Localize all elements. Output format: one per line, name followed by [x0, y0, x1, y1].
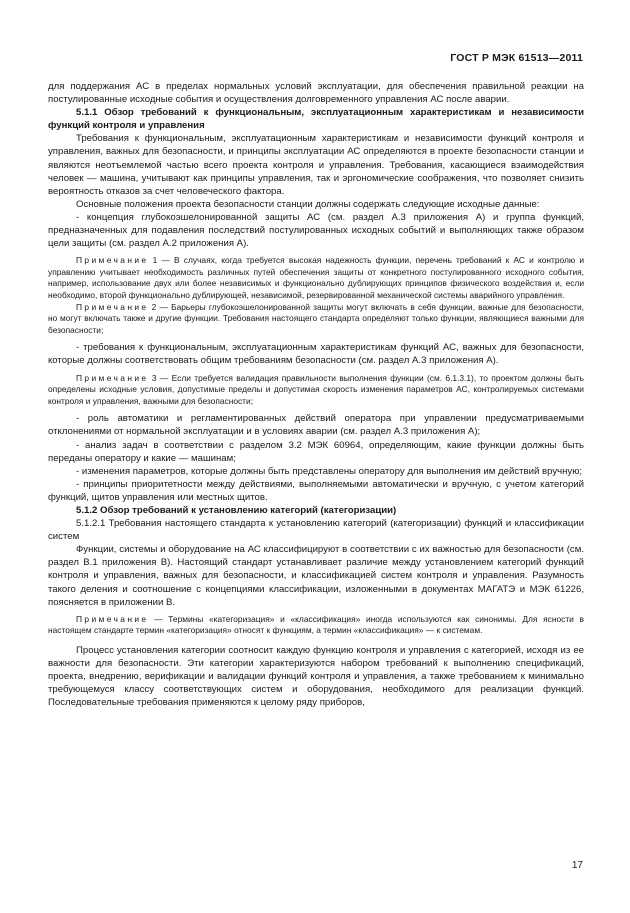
note-2: [48, 302, 584, 337]
paragraph: Требования к функциональным, эксплуатационным характеристикам и независимости функций контроля и управления, важных для безопасности, и принципы эксплуатации АС определяются в проекте безопасности станции и являются неотъемлемой частью всего проекта контроля и управления. Требования, касающиеся взаимодействия человек — машина, учитывают как принципы управления, так и эргономические соображения, что позволяет снизить вероятность отказов за счет человеческого фактора.: [48, 133, 584, 197]
paragraph: 5.1.2.1 Требования настоящего стандарта к установлению категорий (категоризации) функций и классификации систем: [48, 518, 584, 543]
paragraph: Основные положения проекта безопасности станции должны содержать следующие исходные данные:: [76, 198, 540, 210]
note-text: — Термины «категоризация» и «классификация» иногда используются как синонимы. Для ясности в настоящем стандарте термин «категоризация» относят к функциям, а термин «классификация» — к системам.: [48, 613, 584, 636]
note-1: [48, 255, 584, 301]
list-item: - изменения параметров, которые должны быть представлены оператору для выполнения им действий вручную;: [76, 465, 583, 477]
section-heading-5-1-1: 5.1.1 Обзор требований к функциональным, эксплуатационным характеристикам и независимости функций контроля и управления: [48, 107, 584, 132]
section-heading-5-1-2: 5.1.2 Обзор требований к установлению категорий (категоризации): [76, 505, 397, 516]
note-label: Примечание: [76, 372, 149, 383]
list-item: - роль автоматики и регламентированных действий оператора при управлении предусматриваемыми отклонениями от нормальной эксплуатации и в условиях аварии (см. раздел А.3 приложения А);: [48, 413, 584, 438]
list-item: - требования к функциональным, эксплуатационным характеристикам функций АС, важных для безопасности, которые должны соответствовать общим требованиям безопасности (см. раздел А.3 приложения А).: [48, 342, 584, 367]
note-label: Примечание: [76, 613, 149, 624]
document-header: ГОСТ Р МЭК 61513—2011: [450, 52, 583, 64]
list-item: - анализ задач в соответствии с разделом 3.2 МЭК 60964, определяющим, какие функции должны быть переданы оператору и какие — машинам;: [48, 439, 584, 464]
note-text: 3 — Если требуется валидация правильности выполнения функции (см. 6.1.3.1), то проектом должны быть определены исходные условия, допустимые пределы и допустимая скорость изменения параметров АС, контролируемых системами контроля и управления, важными для безопасности;: [48, 372, 584, 406]
note-4: [48, 614, 584, 637]
page-number: 17: [571, 860, 583, 871]
list-item: - концепция глубокоэшелонированной защиты АС (см. раздел А.3 приложения А) и группа функций, предназначенных для подавления последствий постулированных исходных событий и выполняющих также образом цели защиты (см. раздел А.2 приложения А).: [48, 211, 584, 250]
paragraph: для поддержания АС в пределах нормальных условий эксплуатации, для обеспечения правильной реакции на постулированные исходные события и осуществления долговременного управления АС после аварии.: [48, 81, 584, 106]
note-text: 1 — В случаях, когда требуется высокая надежность функции, перечень требований к АС и контролю и управлению учитывает необходимость различных путей обеспечения защиты от конкретного постулированного исходного события, например, использование двух или более независимых и функционально дублирующих принципов физического воздействия и, если необходимо, второй функционально дублирующей, независимой, резервированной механической системы аварийного управления.: [48, 255, 584, 300]
paragraph: Процесс установления категории соотносит каждую функцию контроля и управления с категорией, исходя из ее важности для безопасности. Эти категории характеризуются набором требований к выполнению спецификаций, проекта, внедрению, верификации и валидации функций контроля и управления, а также требованием к минимально требующемуся классу соответствующих систем и оборудования, необходимого для реализации функций. Последовательные требования применяются к целому ряду приборов,: [48, 644, 584, 709]
note-text: 2 — Барьеры глубокоэшелонированной защиты могут включать в себя функции, важные для безопасности, но могут включать также и другие функции. Требования настоящего стандарта определяют только функции, являющиеся важными для безопасности;: [48, 301, 584, 335]
note-label: Примечание: [76, 255, 149, 266]
document-body: [48, 80, 584, 709]
paragraph: Функции, системы и оборудование на АС классифицируют в соответствии с их важностью для безопасности (см. раздел В.1 приложения В). Настоящий стандарт устанавливает различие между установлением категорий функций контроля и управления, важных для безопасности, и классификацией систем контроля и управления. Разумность такого деления и соотношение с концепциями классификации, изложенными в документах МАГАТЭ и МЭК 61226, поясняется в приложении В.: [48, 544, 584, 608]
note-3: [48, 373, 584, 408]
note-label: Примечание: [76, 301, 149, 312]
list-item: - принципы приоритетности между действиями, выполняемыми автоматически и вручную, с учетом категорий функций, щитов управления или местных щитов.: [48, 478, 584, 503]
